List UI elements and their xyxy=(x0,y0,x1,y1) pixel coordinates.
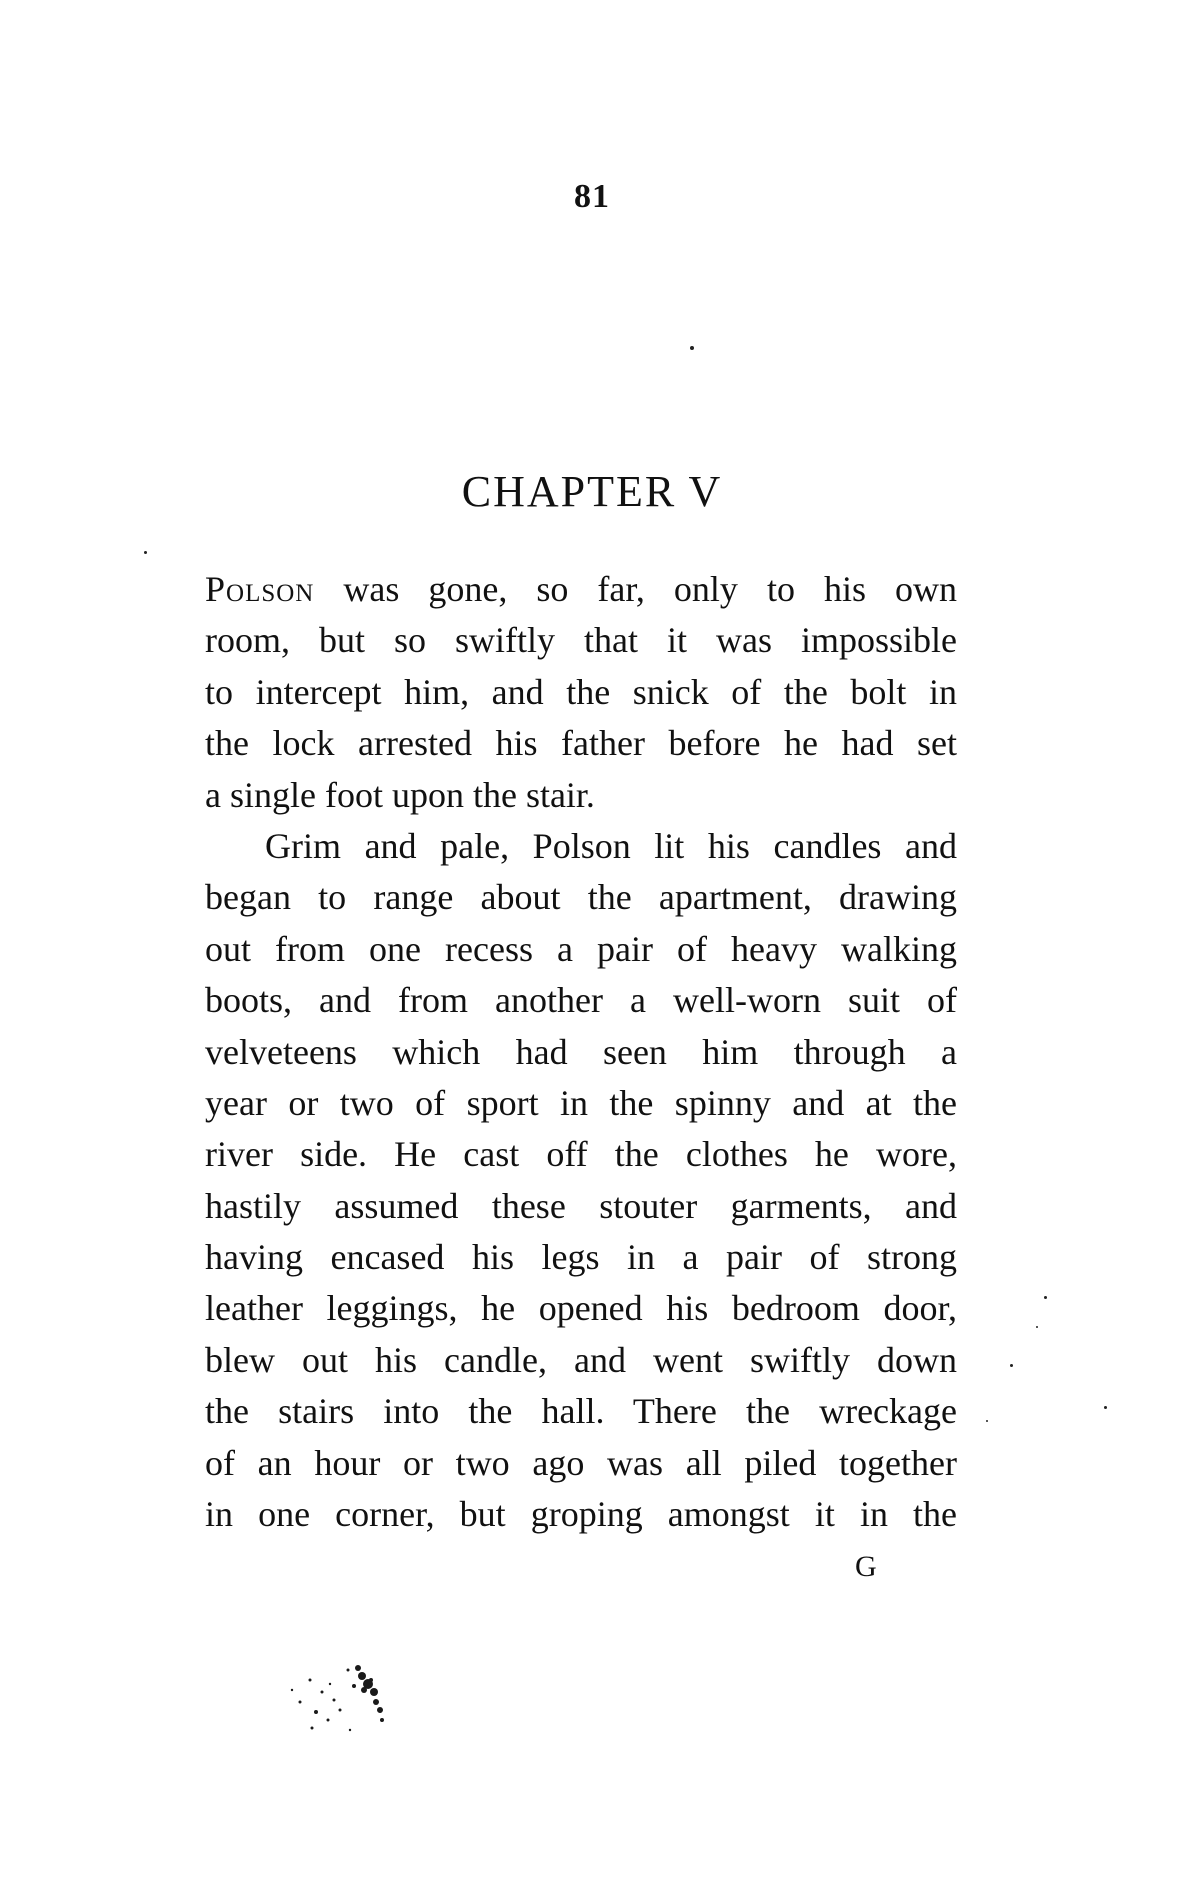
scan-speck xyxy=(1044,1296,1047,1299)
text-line: of an hour or two ago was all piled together xyxy=(205,1442,957,1483)
text-line: velveteens which had seen him through a xyxy=(205,1031,957,1072)
signature-mark: G xyxy=(855,1550,878,1583)
text-line: the stairs into the hall. There the wreckage xyxy=(205,1391,957,1432)
scan-speck xyxy=(1036,1326,1038,1328)
text-line: the lock arrested his father before he had set xyxy=(205,723,957,764)
chapter-body xyxy=(205,564,957,1540)
text-line: Grim and pale, Polson lit his candles and xyxy=(265,825,957,866)
text-line: a single foot upon the stair. xyxy=(205,774,595,815)
chapter-title: CHAPTER V xyxy=(461,467,723,516)
text-line: room, but so swiftly that it was impossible xyxy=(205,620,957,661)
text-line: in one corner, but groping amongst it in the xyxy=(205,1494,957,1535)
scan-speck xyxy=(1104,1406,1107,1409)
page-number: 81 xyxy=(574,178,610,215)
scan-speck xyxy=(986,1420,988,1422)
text-line: to intercept him, and the snick of the bolt in xyxy=(205,671,957,712)
text-line: having encased his legs in a pair of strong xyxy=(205,1237,957,1278)
text-line: leather leggings, he opened his bedroom door, xyxy=(205,1288,957,1329)
text-line: blew out his candle, and went swiftly down xyxy=(205,1339,957,1380)
scan-speck xyxy=(1010,1364,1013,1367)
opening-word: Polson xyxy=(205,569,315,609)
text-line: began to range about the apartment, drawing xyxy=(205,877,957,918)
ink-blot xyxy=(250,1640,410,1750)
text-line: river side. He cast off the clothes he wore, xyxy=(205,1134,957,1175)
text-line: hastily assumed these stouter garments, and xyxy=(205,1185,957,1226)
text-line: out from one recess a pair of heavy walking xyxy=(205,928,957,969)
text-line: boots, and from another a well-worn suit of xyxy=(205,980,957,1021)
scan-speck xyxy=(690,346,694,350)
text-line: year or two of sport in the spinny and at the xyxy=(205,1082,957,1123)
scan-speck xyxy=(144,551,147,554)
text-line: Polson was gone, so far, only to his own xyxy=(205,569,957,609)
